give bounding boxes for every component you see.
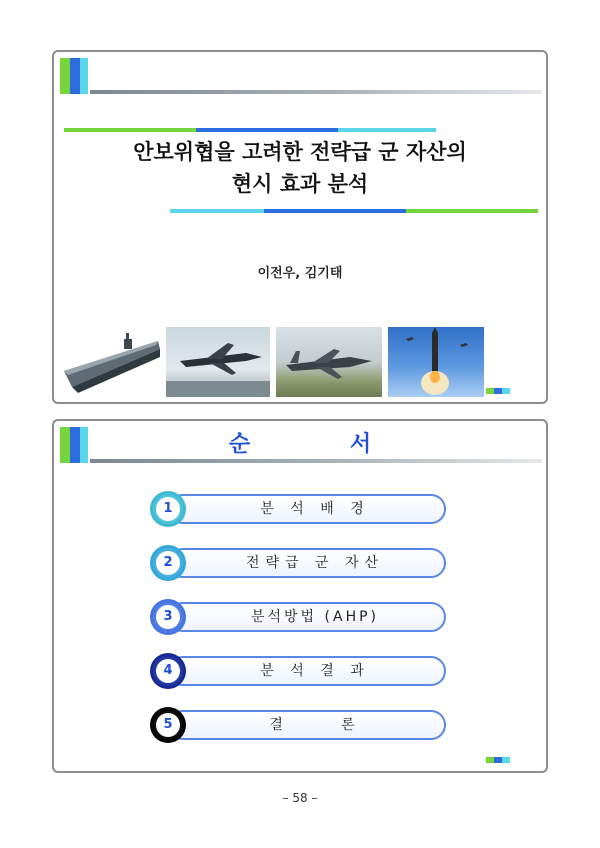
slide-title [54,136,546,200]
toc-item-3 [150,599,446,635]
title-slide [52,50,548,404]
toc-label: 전략급 군 자산 [245,555,385,571]
mini-logo-bars [486,757,510,763]
toc-number-badge: 4 [150,653,186,689]
contents-title: 순 서 [228,432,418,457]
mini-logo-bars [486,388,510,394]
toc-number-badge: 3 [150,599,186,635]
toc-label: 분석방법 (AHP) [250,609,380,625]
toc-label: 분 석 결 과 [260,663,370,679]
toc-label: 결 론 [269,717,361,733]
title-line-1: 안보위협을 고려한 전략급 군 자산의 [133,140,467,164]
title-deco-top [64,128,436,132]
toc-item-5 [150,707,446,743]
toc-number-badge: 2 [150,545,186,581]
authors: 이전우, 김기태 [257,266,343,281]
toc-number-badge: 1 [150,491,186,527]
title-line-2: 현시 효과 분석 [231,172,369,196]
stealth-fighter-taxiing-photo [276,327,382,397]
page-number: – 58 – [282,791,318,805]
aircraft-carrier-photo [62,327,162,397]
toc-number-badge: 5 [150,707,186,743]
fighter-jet-landing-photo [166,327,270,397]
header-rule [90,90,542,94]
toc-item-1 [150,491,446,527]
toc-item-4 [150,653,446,689]
contents-slide [52,419,548,773]
toc-item-2 [150,545,446,581]
title-deco-bottom [170,209,538,213]
header-rule [90,459,542,463]
toc-label: 분 석 배 경 [260,501,370,517]
logo-bars [60,58,88,94]
missile-launch-photo [388,327,484,397]
